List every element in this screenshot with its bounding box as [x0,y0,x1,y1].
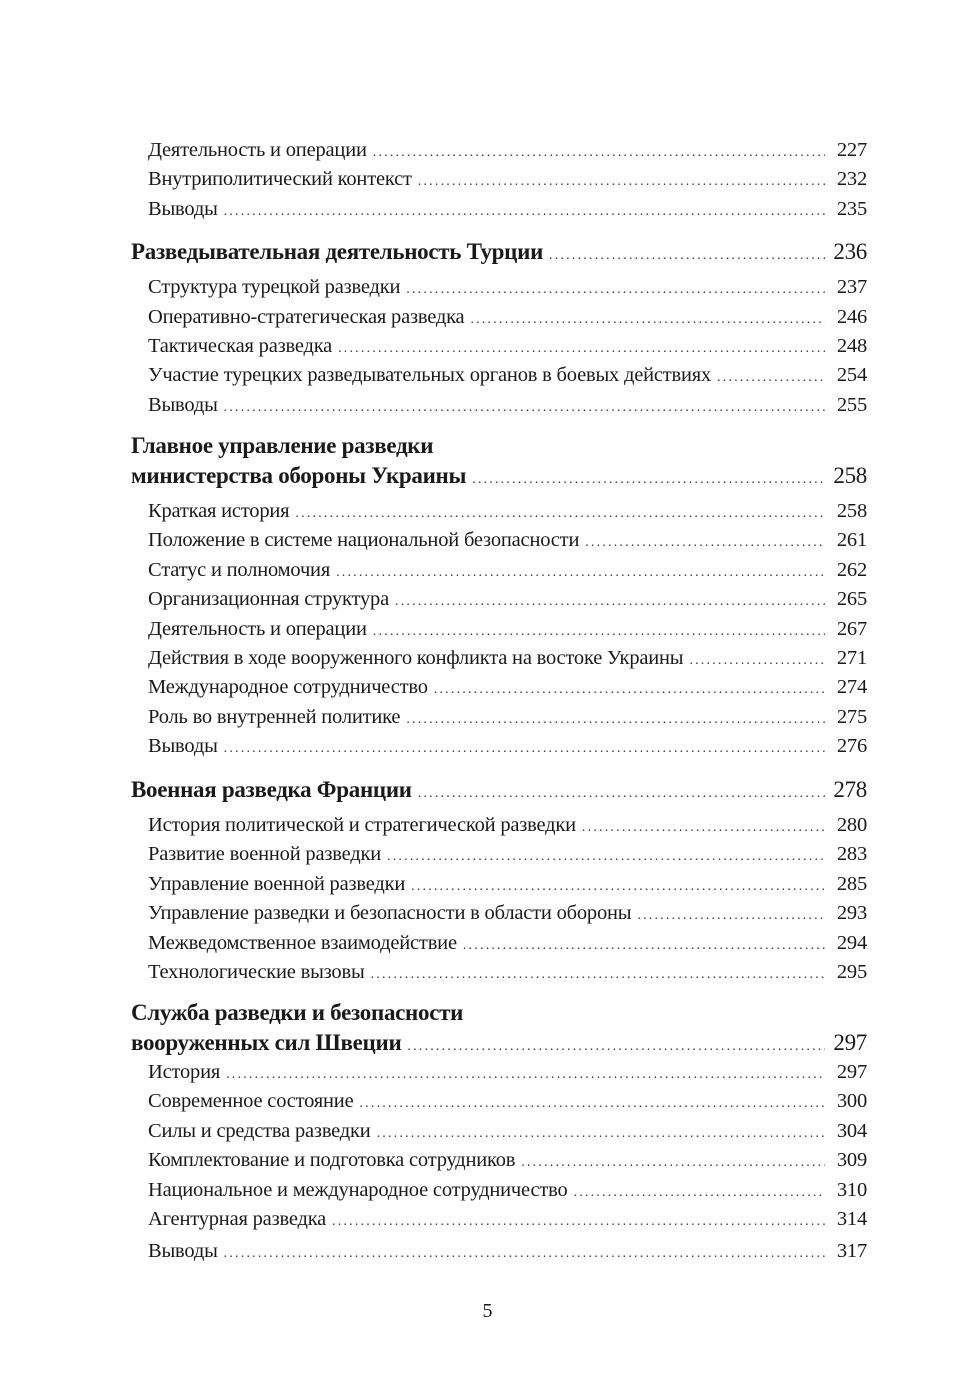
dot-leader [359,1096,825,1112]
toc-entry[interactable] [148,198,867,221]
toc-entry-title: Международное сотрудничество [148,676,428,698]
dot-leader [295,506,825,522]
toc-section-title: Военная разведка Франции [131,777,412,802]
toc-section-page: 278 [833,777,867,802]
dot-leader [373,145,825,161]
dot-leader [418,786,825,802]
toc-entry-title: Деятельность и операции [148,139,367,161]
toc-entry[interactable] [148,529,867,552]
toc-entry-title: Структура турецкой разведки [148,276,401,298]
dot-leader [472,472,825,488]
dot-leader [377,1126,825,1142]
toc-entry[interactable] [148,276,867,299]
dot-leader [463,938,825,954]
toc-entry-title: Силы и средства разведки [148,1120,371,1142]
dot-leader [418,174,825,190]
toc-entry-title: Развитие военной разведки [148,843,382,865]
dot-leader [395,594,825,610]
dot-leader [373,624,825,640]
toc-entry[interactable] [148,873,867,896]
dot-leader [585,535,825,551]
toc-entry-page: 283 [836,843,867,865]
toc-entry-page: 271 [836,647,867,669]
toc-entry-page: 246 [836,306,867,328]
dot-leader [387,849,825,865]
toc-entry-page: 295 [836,961,867,983]
toc-entry-page: 280 [836,814,867,836]
toc-entry[interactable] [148,961,867,984]
dot-leader [574,1185,826,1201]
dot-leader [407,1039,825,1055]
toc-section-heading[interactable] [131,463,867,489]
toc-entry[interactable] [148,932,867,955]
toc-entry-page: 285 [836,873,867,895]
dot-leader [689,653,825,669]
toc-entry-page: 258 [836,500,867,522]
dot-leader [224,741,825,757]
toc-entry[interactable] [148,902,867,925]
toc-entry-page: 235 [836,198,867,220]
toc-entry-title: Действия в ходе вооруженного конфликта на востоке Украины [148,647,684,669]
toc-entry-title: Управление военной разведки [148,873,406,895]
dot-leader [582,820,825,836]
toc-entry[interactable] [148,394,867,417]
toc-entry[interactable] [148,335,867,358]
toc-entry-title: Деятельность и операции [148,618,367,640]
toc-entry[interactable] [148,1149,867,1172]
toc-entry[interactable] [148,139,867,162]
dot-leader [224,400,825,416]
toc-section-title: Разведывательная деятельность Турции [131,239,544,264]
toc-section-title-line1[interactable]: Служба разведки и безопасности [131,1000,464,1025]
dot-leader [521,1155,825,1171]
toc-entry[interactable] [148,814,867,837]
toc-section-heading[interactable] [131,1030,867,1056]
toc-entry-title: Управление разведки и безопасности в области обороны [148,902,632,924]
dot-leader [332,1214,825,1230]
toc-entry-title: Статус и полномочия [148,559,331,581]
toc-entry-page: 248 [836,335,867,357]
toc-entry[interactable] [148,1240,867,1263]
toc-entry[interactable] [148,1061,867,1084]
toc-entry-page: 304 [836,1120,867,1142]
dot-leader [434,682,825,698]
toc-entry-title: Тактическая разведка [148,335,333,357]
toc-entry-title: Внутриполитический контекст [148,168,412,190]
toc-section-heading[interactable] [131,239,867,265]
toc-section-title: вооруженных сил Швеции [131,1030,402,1055]
toc-entry[interactable] [148,618,867,641]
toc-entry-title: История [148,1061,221,1083]
toc-entry-title: Технологические вызовы [148,961,365,983]
toc-entry-title: Организационная структура [148,588,390,610]
dot-leader [470,312,825,328]
toc-entry-page: 232 [836,168,867,190]
toc-entry-title: Выводы [148,1240,218,1262]
toc-entry-page: 275 [836,706,867,728]
toc-entry[interactable] [148,588,867,611]
toc-entry-title: Современное состояние [148,1090,354,1112]
toc-entry[interactable] [148,706,867,729]
toc-entry[interactable] [148,559,867,582]
dot-leader [406,712,825,728]
toc-entry-title: Участие турецких разведывательных органов в боевых действиях [148,364,712,386]
toc-section-page: 236 [833,239,867,264]
toc-entry-page: 227 [836,139,867,161]
toc-entry[interactable] [148,168,867,191]
toc-entry[interactable] [148,676,867,699]
dot-leader [224,1246,825,1262]
toc-entry-title: История политической и стратегической разведки [148,814,576,836]
toc-entry-title: Выводы [148,394,218,416]
toc-entry-title: Межведомственное взаимодействие [148,932,457,954]
toc-section-page: 258 [833,463,867,488]
toc-entry[interactable] [148,1120,867,1143]
dot-leader [406,282,825,298]
toc-section-page: 297 [833,1030,867,1055]
toc-section-title-line1[interactable]: Главное управление разведки [131,433,434,458]
toc-entry-title: Роль во внутренней политике [148,706,401,728]
toc-entry-title: Национальное и международное сотрудничество [148,1179,568,1201]
dot-leader [411,879,825,895]
toc-entry-page: 297 [836,1061,867,1083]
dot-leader [717,370,825,386]
toc-entry-title: Агентурная разведка [148,1208,327,1230]
toc-entry-page: 274 [836,676,867,698]
toc-entry[interactable] [148,843,867,866]
toc-entry[interactable] [148,1179,867,1202]
page-number: 5 [482,1300,493,1322]
toc-entry-title: Краткая история [148,500,290,522]
toc-entry-title: Выводы [148,198,218,220]
toc-entry[interactable] [148,500,867,523]
toc-entry-page: 262 [836,559,867,581]
toc-entry-page: 310 [836,1179,867,1201]
toc-entry-page: 265 [836,588,867,610]
toc-entry-page: 237 [836,276,867,298]
toc-entry-page: 314 [836,1208,867,1230]
toc-entry-page: 317 [836,1240,867,1262]
toc-entry[interactable] [148,1208,867,1231]
toc-entry-page: 255 [836,394,867,416]
toc-entry[interactable] [148,306,867,329]
dot-leader [637,908,825,924]
toc-entry-page: 261 [836,529,867,551]
toc-entry-title: Положение в системе национальной безопасности [148,529,580,551]
toc-entry-page: 276 [836,735,867,757]
toc-section-heading[interactable] [131,777,867,803]
toc-entry-page: 293 [836,902,867,924]
toc-entry-title: Оперативно-стратегическая разведка [148,306,465,328]
dot-leader [338,341,825,357]
dot-leader [336,565,825,581]
toc-entry-page: 254 [836,364,867,386]
toc-entry[interactable] [148,647,867,670]
toc-entry-page: 309 [836,1149,867,1171]
toc-entry[interactable] [148,735,867,758]
toc-entry-page: 294 [836,932,867,954]
toc-entry-title: Выводы [148,735,218,757]
dot-leader [224,204,825,220]
toc-entry-page: 267 [836,618,867,640]
toc-entry[interactable] [148,364,867,387]
dot-leader [549,248,825,264]
dot-leader [371,967,825,983]
dot-leader [226,1067,825,1083]
toc-entry-page: 300 [836,1090,867,1112]
toc-section-title: министерства обороны Украины [131,463,467,488]
toc-entry[interactable] [148,1090,867,1113]
toc-entry-title: Комплектование и подготовка сотрудников [148,1149,516,1171]
